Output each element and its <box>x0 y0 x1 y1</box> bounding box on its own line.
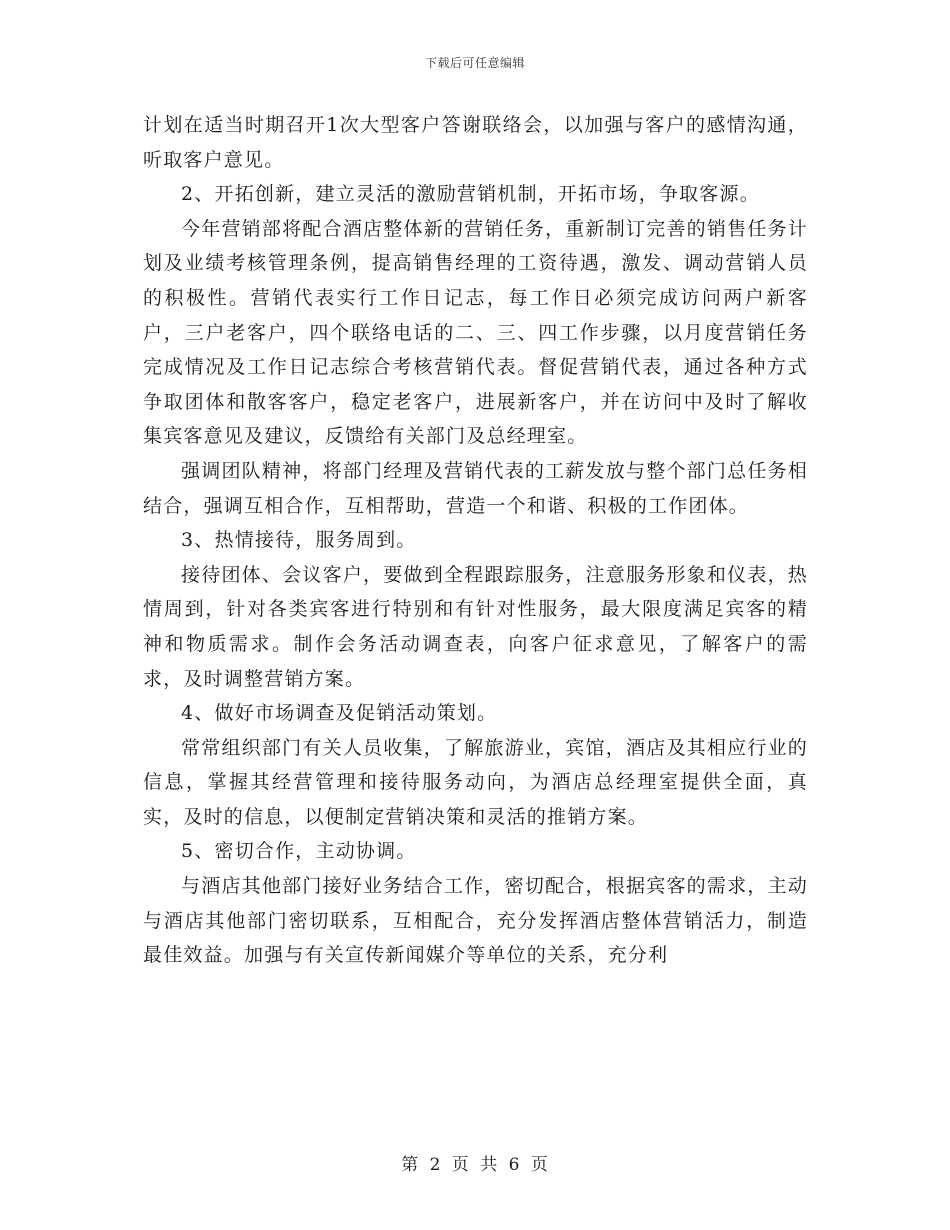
paragraph: 今年营销部将配合酒店整体新的营销任务，重新制订完善的销售任务计划及业绩考核管理条例，提高销售经理的工资待遇，激发、调动营销人员的积极性。营销代表实行工作日记志，每工作日必须完成访问两户新客户，三户老客户，四个联络电话的二、三、四工作步骤，以月度营销任务完成情况及工作日记志综合考核营销代表。督促营销代表，通过各种方式争取团体和散客客户，稳定老客户，进展新客户，并在访问中及时了解收集宾客意见及建议，反馈给有关部门及总经理室。 <box>143 217 808 448</box>
paragraph: 强调团队精神，将部门经理及营销代表的工薪发放与整个部门总任务相结合，强调互相合作，互相帮助，营造一个和谐、积极的工作团体。 <box>143 459 808 517</box>
section-heading: 3、热情接待，服务周到。 <box>181 529 417 552</box>
paragraph: 接待团体、会议客户，要做到全程跟踪服务，注意服务形象和仪表，热情周到，针对各类宾客进行特别和有针对性服务，最大限度满足宾客的精神和物质需求。制作会务活动调查表，向客户征求意见，了解客户的需求，及时调整营销方案。 <box>143 563 808 690</box>
page-header-note: 下载后可任意编辑 <box>424 56 525 70</box>
section-heading: 5、密切合作，主动协调。 <box>181 840 417 863</box>
document-body <box>143 108 808 973</box>
section-heading: 2、开拓创新，建立灵活的激励营销机制，开拓市场，争取客源。 <box>181 183 760 206</box>
section-heading: 4、做好市场调查及促销活动策划。 <box>181 702 498 725</box>
page-number: 第 2 页 共 6 页 <box>401 1155 549 1175</box>
paragraph: 常常组织部门有关人员收集，了解旅游业，宾馆，酒店及其相应行业的信息，掌握其经营管理和接待服务动向，为酒店总经理室提供全面，真实，及时的信息，以便制定营销决策和灵活的推销方案。 <box>143 736 808 828</box>
paragraph: 计划在适当时期召开1次大型客户答谢联络会，以加强与客户的感情沟通，听取客户意见。 <box>143 114 808 171</box>
paragraph: 与酒店其他部门接好业务结合工作，密切配合，根据宾客的需求，主动与酒店其他部门密切联系，互相配合，充分发挥酒店整体营销活力，制造最佳效益。加强与有关宣传新闻媒介等单位的关系，充分利 <box>143 875 808 967</box>
